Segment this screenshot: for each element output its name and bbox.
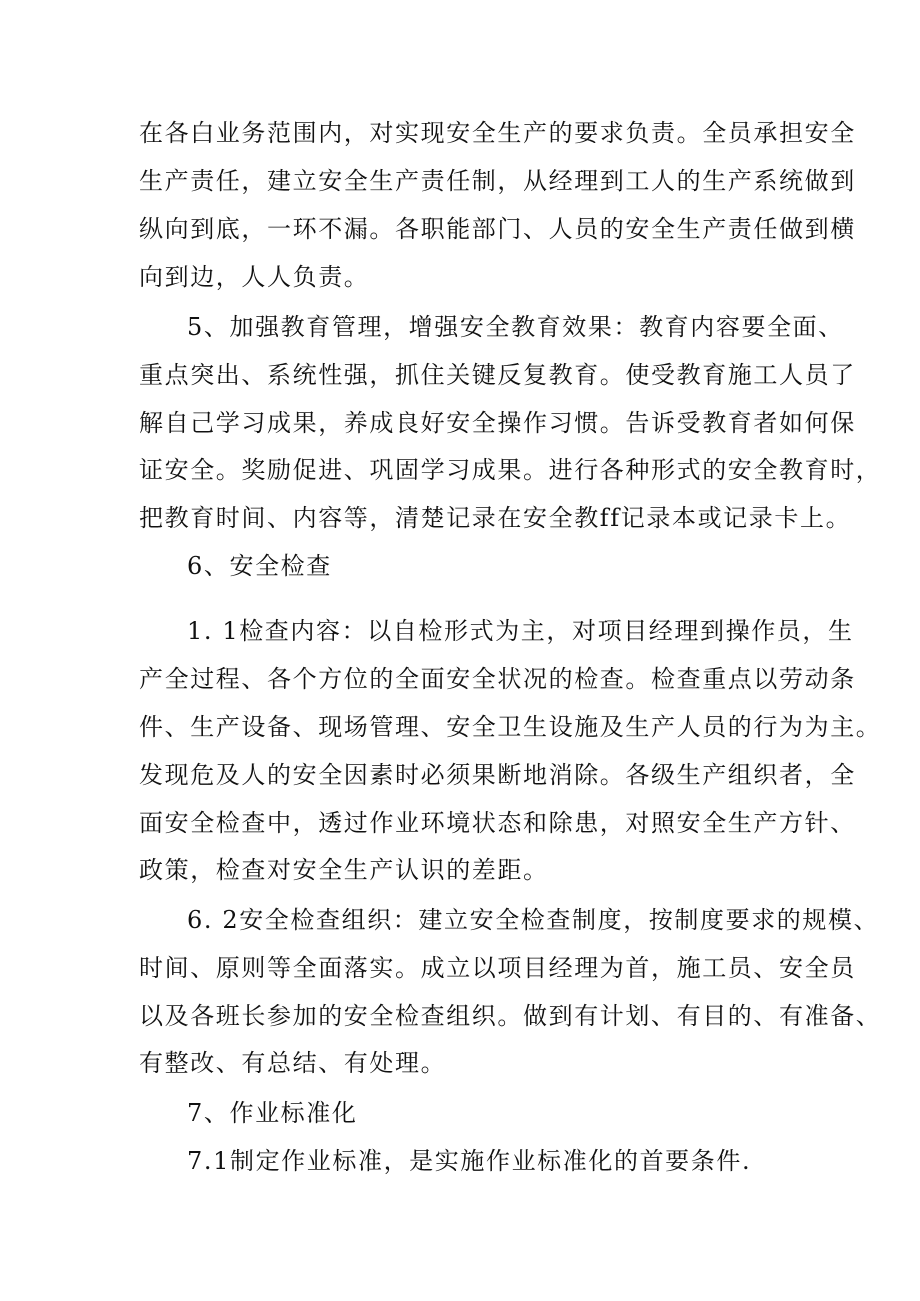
text-line-4: 向到边，人人负责。 <box>139 263 370 291</box>
text-line-1: 在各白业务范围内，对实现安全生产的要求负责。全员承担安全 <box>139 119 856 147</box>
text-line-8: 证安全。奖励促进、巩固学习成果。进行各种形式的安全教育时， <box>139 456 882 484</box>
text-line-20: 有整改、有总结、有处理。 <box>139 1049 447 1077</box>
text-line-5: 5、加强教育管理，增强安全教育效果：教育内容要全面、 <box>187 313 844 341</box>
section-heading-6: 6、安全检查 <box>187 552 332 580</box>
text-line-9: 把教育时间、内容等，清楚记录在安全教ff记录本或记录卡上。 <box>139 504 852 532</box>
text-line-11: 1. 1检查内容：以自检形式为主，对项目经理到操作员，生 <box>187 617 854 645</box>
text-line-15: 面安全检查中，透过作业环境状态和除患，对照安全生产方针、 <box>139 809 856 837</box>
text-line-16: 政策，检查对安全生产认识的差距。 <box>139 856 549 884</box>
text-line-17: 6. 2安全检查组织：建立安全检查制度，按制度要求的规模、 <box>187 906 880 934</box>
section-heading-7: 7、作业标准化 <box>187 1099 358 1127</box>
text-line-22: 7.1制定作业标准，是实施作业标准化的首要条件. <box>187 1147 752 1175</box>
text-line-19: 以及各班长参加的安全检查组织。做到有计划、有目的、有准备、 <box>139 1002 882 1030</box>
text-line-2: 生产责任，建立安全生产责任制，从经理到工人的生产系统做到 <box>139 167 856 195</box>
text-line-14: 发现危及人的安全因素时必须果断地消除。各级生产组织者，全 <box>139 761 856 789</box>
text-line-12: 产全过程、各个方位的全面安全状况的检查。检查重点以劳动条 <box>139 665 856 693</box>
text-line-13: 件、生产设备、现场管理、安全卫生设施及生产人员的行为为主。 <box>139 713 882 741</box>
text-line-6: 重点突出、系统性强，抓住关键反复教育。使受教育施工人员了 <box>139 361 856 389</box>
text-line-3: 纵向到底，一环不漏。各职能部门、人员的安全生产责任做到横 <box>139 215 856 243</box>
text-line-18: 时间、原则等全面落实。成立以项目经理为首，施工员、安全员 <box>139 954 856 982</box>
text-line-7: 解自己学习成果，养成良好安全操作习惯。告诉受教育者如何保 <box>139 409 856 437</box>
